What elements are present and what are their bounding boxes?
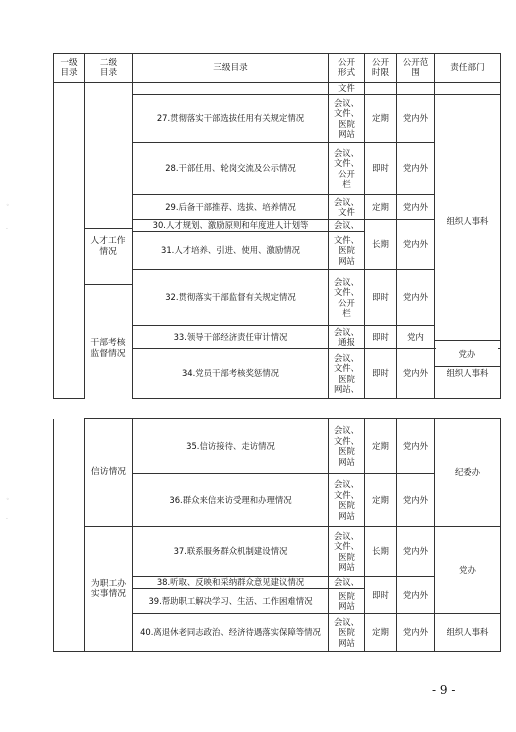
form-cell: 会议、 文件、 公开 栏 (329, 143, 365, 195)
scope-cell: 党内外 (397, 143, 435, 195)
dept-cell: 组织人事科 (435, 95, 501, 349)
table-row (54, 83, 501, 95)
scope-cell: 党内外 (397, 349, 435, 399)
time-cell (365, 83, 397, 95)
time-cell: 定期 (365, 614, 397, 652)
dept-label-dangban-a: 党办 (436, 348, 498, 360)
time-cell: 长期 (365, 220, 397, 270)
time-cell: 定期 (365, 95, 397, 143)
level3-cell: 37.联系服务群众机制建设情况 (133, 527, 329, 577)
level3-cell: 36.群众来信来访受理和办理情况 (133, 474, 329, 527)
level3-cell: 40.离退休老同志政治、经济待遇落实保障等情况 (133, 614, 329, 652)
time-cell: 定期 (365, 419, 397, 474)
level3-cell: 39.帮助职工解决学习、生活、工作困难情况 (133, 589, 329, 614)
margin-mark: ◦ (6, 202, 10, 209)
level3-cell: 34.党员干部考核奖惩情况 (133, 349, 329, 399)
time-cell: 定期 (365, 195, 397, 220)
time-cell: 即时 (365, 270, 397, 326)
level3-cell (133, 83, 329, 95)
level1-cell (54, 83, 85, 399)
time-cell: 即时 (365, 326, 397, 349)
scope-cell: 党内 (397, 326, 435, 349)
scope-cell: 党内外 (397, 577, 435, 614)
table-row (54, 419, 501, 474)
form-cell: 会议、 文件、 医院 网站 (329, 527, 365, 577)
scope-cell: 党内外 (397, 220, 435, 270)
scope-cell: 党内外 (397, 195, 435, 220)
header-dept: 责任部门 (435, 54, 501, 83)
form-cell: 医院 网站 (329, 589, 365, 614)
form-cell: 会议、 文件、 医院 网站 (329, 474, 365, 527)
time-cell: 长期 (365, 527, 397, 577)
level2-cell: 信访情况 (85, 419, 133, 527)
time-cell: 即时 (365, 349, 397, 399)
group-label-ganbu: 干部考核 监督情况 (85, 338, 131, 360)
level3-cell: 28.干部任用、轮岗交流及公示情况 (133, 143, 329, 195)
header-level2: 二级 目录 (85, 54, 133, 83)
form-cell: 会议、 通报 (329, 326, 365, 349)
form-cell: 会议、 文件、 医院 网站、 (329, 349, 365, 399)
scope-cell: 党内外 (397, 527, 435, 577)
header-form: 公开 形式 (329, 54, 365, 83)
level3-cell: 30.人才规划、激励原则和年度进人计划等 (133, 220, 329, 232)
scope-cell: 党内外 (397, 614, 435, 652)
dept-divider (434, 340, 500, 341)
disclosure-table-lower (53, 418, 501, 652)
table-header-row (54, 54, 501, 83)
level3-cell: 38.听取、反映和采纳群众意见建议情况 (133, 577, 329, 589)
level3-cell: 27.贯彻落实干部选拔任用有关规定情况 (133, 95, 329, 143)
header-time: 公开 时限 (365, 54, 397, 83)
dept-cell: 组织人事科 (435, 349, 501, 399)
form-cell: 会议、 (329, 577, 365, 589)
scope-cell: 党内外 (397, 95, 435, 143)
form-cell: 会议、 医院 网站 (329, 614, 365, 652)
margin-mark: ◦ (6, 496, 10, 503)
group-divider (84, 284, 132, 285)
form-cell: 会议、 文件、 医院 网站 (329, 419, 365, 474)
header-level1: 一级 目录 (54, 54, 85, 83)
level3-cell: 29.后备干部推荐、选拔、培养情况 (133, 195, 329, 220)
header-level3: 三级目录 (133, 54, 329, 83)
dept-cell (435, 83, 501, 95)
scope-cell: 党内外 (397, 474, 435, 527)
dept-divider (434, 366, 500, 367)
margin-mark: · (6, 516, 8, 523)
form-cell: 会议、 文件 (329, 195, 365, 220)
form-cell: 会议、 文件、 公开 栏 (329, 270, 365, 326)
form-cell: 文件 (329, 83, 365, 95)
level3-cell: 35.信访接待、走访情况 (133, 419, 329, 474)
scope-cell: 党内外 (397, 419, 435, 474)
group-label-rencai: 人才工作 情况 (85, 236, 131, 258)
table-row (54, 527, 501, 577)
level3-cell: 33.领导干部经济责任审计情况 (133, 326, 329, 349)
form-cell: 会议、 (329, 220, 365, 232)
scope-cell: 党内外 (397, 270, 435, 326)
form-cell: 会议、 文件、 医院 网站 (329, 95, 365, 143)
page-number: - 9 - (432, 683, 456, 697)
time-cell: 即时 (365, 577, 397, 614)
header-scope: 公开范 围 (397, 54, 435, 83)
margin-mark: · (6, 226, 8, 233)
time-cell: 定期 (365, 474, 397, 527)
group-divider (84, 228, 132, 229)
level2-cell: 为职工办 实事情况 (85, 527, 133, 652)
level3-cell: 32.贯彻落实干部监督有关规定情况 (133, 270, 329, 326)
dept-cell: 党办 (435, 527, 501, 614)
scope-cell (397, 83, 435, 95)
form-cell: 文件、 医院 网站 (329, 232, 365, 270)
dept-cell: 组织人事科 (435, 614, 501, 652)
time-cell: 即时 (365, 143, 397, 195)
level3-cell: 31.人才培养、引进、使用、激励情况 (133, 232, 329, 270)
level1-cell (54, 419, 85, 652)
dept-cell: 纪委办 (435, 419, 501, 527)
